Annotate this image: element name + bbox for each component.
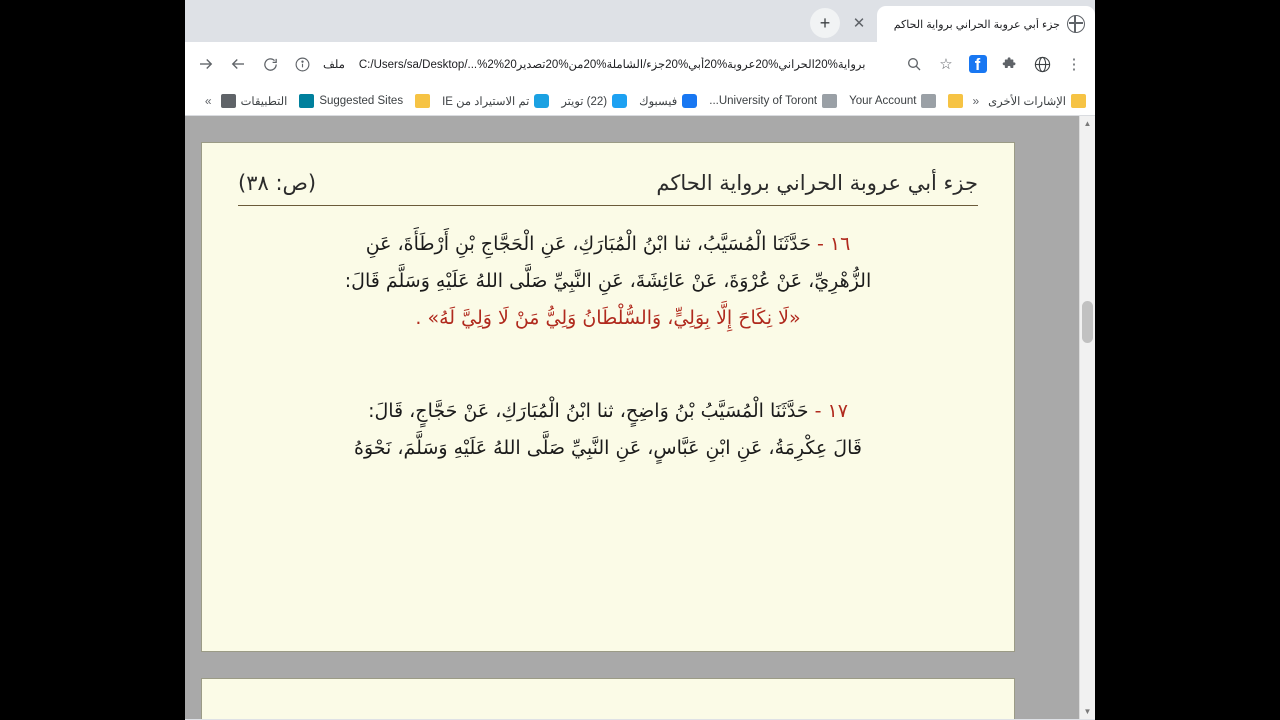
hadith-entry	[238, 226, 978, 337]
page-marker: (ص: ٣٨)	[238, 171, 317, 195]
chevron-icon[interactable]: «	[972, 93, 980, 108]
bookmark-label: Your Account	[849, 94, 917, 107]
ie-icon	[534, 94, 549, 108]
bookmark-suggested-sites[interactable]	[296, 92, 406, 110]
address-bar[interactable]	[351, 50, 897, 78]
folder-icon	[415, 94, 430, 108]
bookmark-your-account[interactable]	[846, 92, 939, 110]
facebook-icon	[682, 94, 697, 108]
hadith-number: ١٧ -	[814, 400, 848, 423]
bookmark-label: التطبيقات	[240, 95, 288, 108]
bookmark-folder-2[interactable]	[412, 92, 433, 110]
bookmark-label: تم الاستيراد من IE	[442, 95, 530, 108]
browser-window	[185, 0, 1095, 720]
twitter-icon	[612, 94, 627, 108]
kebab-menu-icon[interactable]: ⋮	[1066, 56, 1082, 73]
back-arrow-icon[interactable]	[223, 49, 253, 79]
grey-icon	[921, 94, 936, 108]
bing-icon	[299, 94, 314, 108]
folder-icon	[948, 94, 963, 108]
browser-toolbar	[185, 42, 1095, 86]
scroll-up-arrow[interactable]: ▲	[1083, 119, 1092, 128]
hadith-line	[238, 226, 978, 263]
grey-icon	[822, 94, 837, 108]
hadith-line: قَالَ عِكْرِمَةُ، عَنِ ابْنِ عَبَّاسٍ، عَنِ النَّبِيِّ صَلَّى اللهُ عَلَيْهِ وَسَلَّمَ، نَحْوَهُ	[354, 437, 862, 460]
page-viewport	[185, 116, 1095, 719]
bookmark-university[interactable]	[706, 92, 840, 110]
reload-icon[interactable]	[255, 49, 285, 79]
tab-title: جزء أبي عروبة الحراني برواية الحاكم	[893, 18, 1060, 31]
bookmark-label: Suggested Sites	[319, 94, 404, 107]
bookmark-label: (22) تويتر	[561, 95, 608, 108]
hadith-line	[238, 393, 978, 430]
bookmarks-bar	[185, 86, 1095, 116]
globe-icon[interactable]	[1027, 49, 1057, 79]
scrollbar-thumb[interactable]	[1082, 301, 1093, 343]
hadith-line: الزُّهْرِيِّ، عَنْ عُرْوَةَ، عَنْ عَائِشَةَ، عَنِ النَّبِيِّ صَلَّى اللهُ عَلَيْهِ وَسَلَّمَ قَالَ:	[344, 270, 872, 293]
document-page	[201, 142, 1015, 652]
scroll-down-arrow[interactable]: ▼	[1083, 707, 1092, 716]
folder-icon	[1071, 94, 1086, 108]
hadith-quote: «لَا نِكَاحَ إِلَّا بِوَلِيٍّ، وَالسُّلْطَانُ وَلِيُّ مَنْ لَا وَلِيَّ لَهُ» .	[415, 307, 801, 330]
new-tab-button[interactable]: +	[810, 8, 840, 38]
tab-strip	[185, 0, 1095, 42]
chevron-icon[interactable]: »	[204, 93, 212, 108]
star-icon[interactable]: ☆	[939, 56, 953, 73]
close-icon[interactable]: ✕	[852, 15, 866, 32]
bookmark-other[interactable]	[985, 92, 1089, 110]
bookmark-imported-ie[interactable]	[439, 92, 552, 110]
bookmark-label: فيسبوك	[639, 95, 678, 108]
bookmark-twitter[interactable]	[558, 92, 630, 110]
bookmark-label: University of Toront...	[709, 94, 818, 107]
bookmark-label: الإشارات الأخرى	[988, 95, 1066, 108]
puzzle-piece-icon[interactable]	[995, 49, 1025, 79]
forward-arrow-icon[interactable]	[191, 49, 221, 79]
bookmark-apps[interactable]	[218, 92, 291, 110]
browser-tab[interactable]	[877, 6, 1095, 42]
globe-icon	[1067, 15, 1085, 33]
hadith-entry	[238, 393, 978, 467]
hadith-text: حَدَّثَنَا الْمُسَيَّبُ، ثنا ابْنُ الْمُبَارَكِ، عَنِ الْحَجَّاجِ بْنِ أَرْطَأَةَ، عَنِ	[365, 233, 811, 255]
url-text: C:/Users/sa/Desktop/...%2%20برواية%20الحراني%20عروبة%20أبي%20جزء/الشاملة%20من%20تصدير	[358, 59, 866, 71]
spacer	[238, 363, 978, 393]
file-menu-label[interactable]: ملف	[323, 59, 345, 71]
bookmark-folder[interactable]	[945, 92, 966, 110]
hadith-text: حَدَّثَنَا الْمُسَيَّبُ بْنُ وَاضِحٍ، ثنا ابْنُ الْمُبَارَكِ، عَنْ حَجَّاجٍ، قَالَ:	[368, 400, 809, 423]
hadith-number: ١٦ -	[816, 233, 851, 255]
page-scrollbar[interactable]	[1079, 116, 1095, 719]
search-icon[interactable]	[899, 49, 929, 79]
document-title: جزء أبي عروبة الحراني برواية الحاكم	[656, 171, 978, 195]
document-header	[238, 171, 978, 206]
bookmark-facebook[interactable]	[636, 92, 700, 110]
info-icon[interactable]	[287, 49, 317, 79]
apps-grid-icon	[221, 94, 236, 108]
document-page-next	[201, 678, 1015, 719]
facebook-icon[interactable]	[963, 49, 993, 79]
